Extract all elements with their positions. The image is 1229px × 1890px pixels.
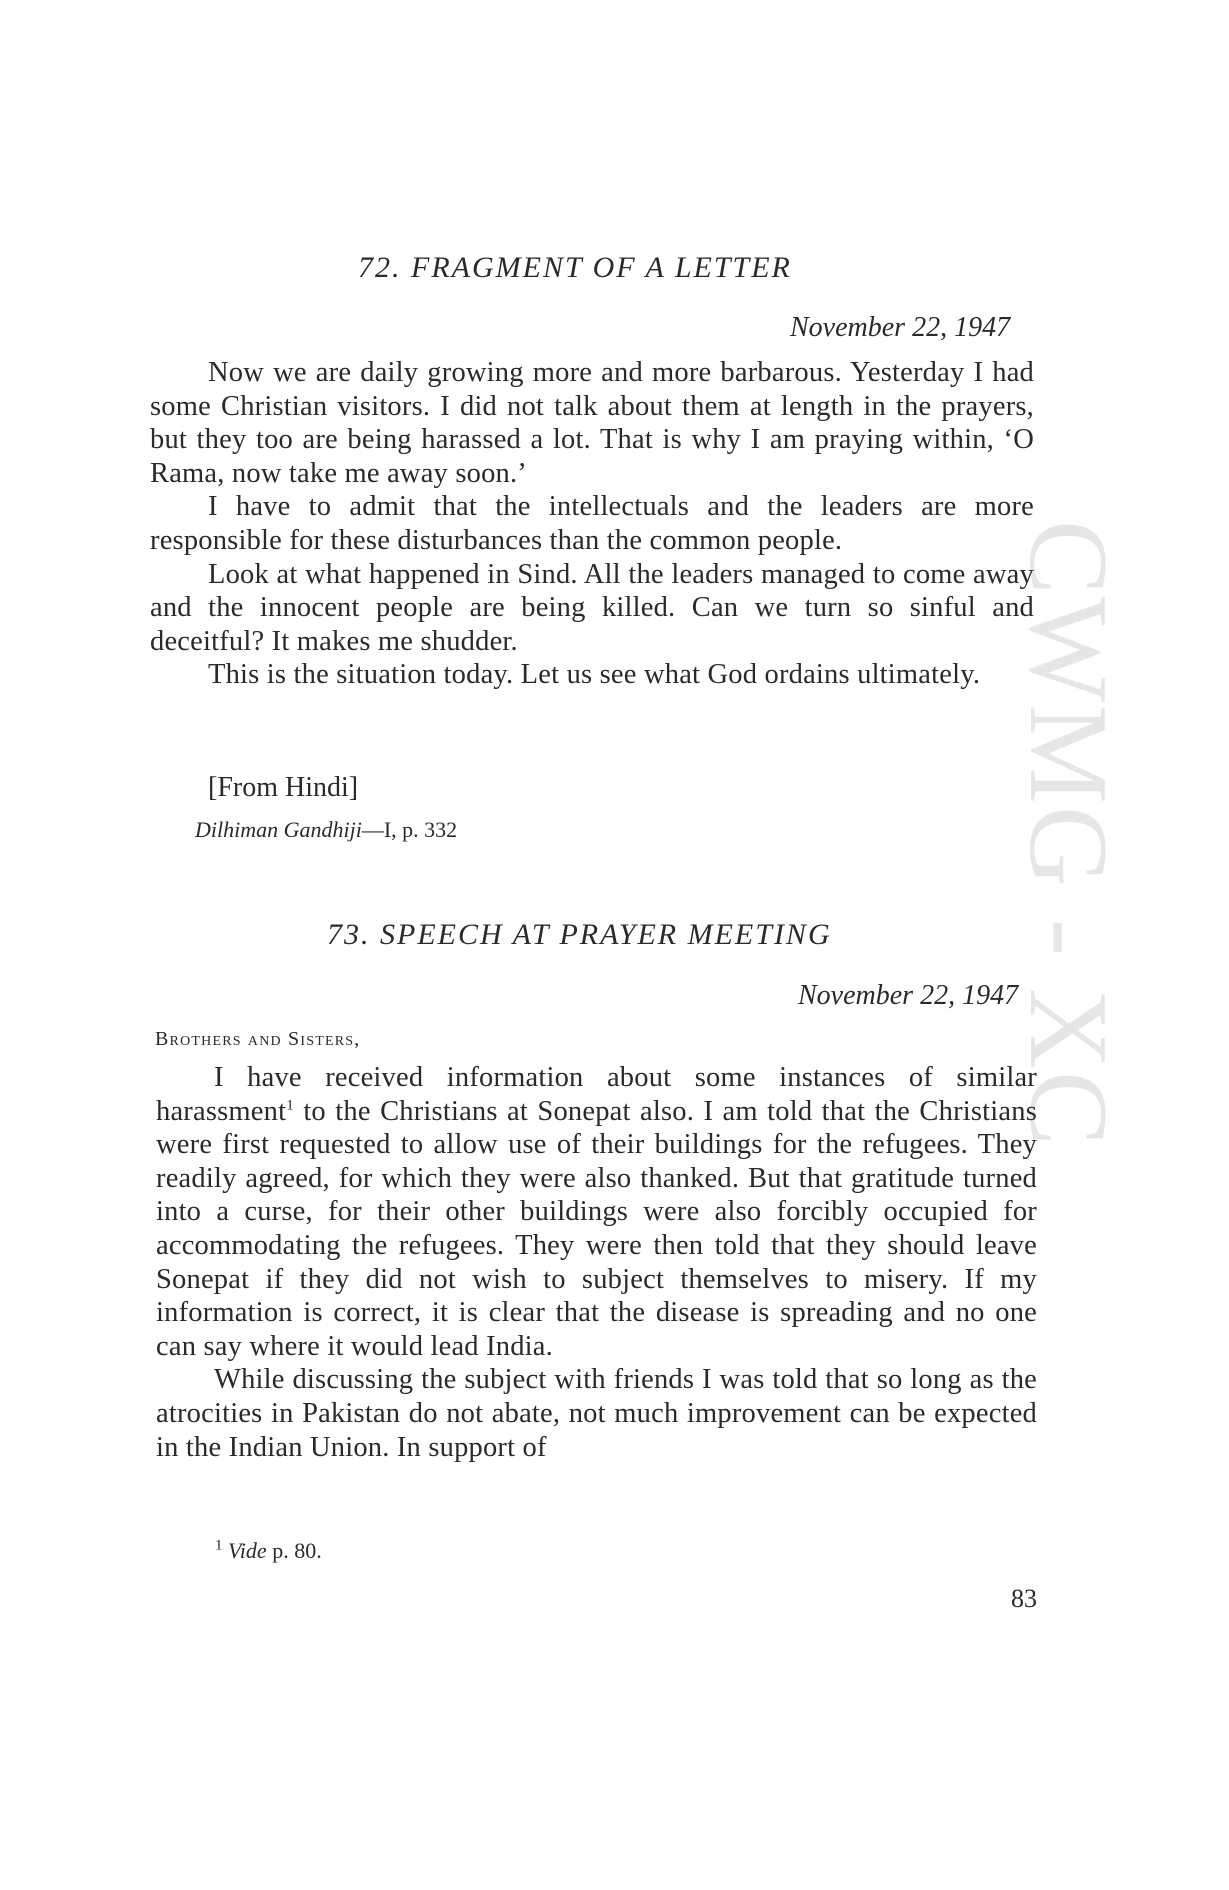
page-number: 83 [1011, 1584, 1037, 1613]
section-72-paragraph-1: Now we are daily growing more and more barbarous. Yesterday I had some Christian visitors. I did not talk about them at length in the prayers, but they too are being harassed a lot. That is why I am praying within, ‘O Rama, now take me away soon.’ [150, 357, 1034, 489]
watermark-text: CWMG - XC [1006, 520, 1130, 1148]
source-note: [From Hindi] [208, 772, 359, 803]
paragraph-1-lead: I have received information about some instances of similar harassment [156, 1062, 1037, 1127]
citation [195, 817, 457, 843]
section-73-paragraph-2: While discussing the subject with friends I was told that so long as the atrocities in Pakistan do not abate, not much improvement can be expected in the Indian Union. In support of [156, 1364, 1037, 1463]
footnote-text: p. 80. [266, 1538, 322, 1563]
footnote [215, 1538, 322, 1564]
section-72-paragraph-2: I have to admit that the intellectuals and the leaders are more responsible for these disturbances than the common people. [150, 491, 1034, 556]
paragraph-1-rest: to the Christians at Sonepat also. I am told that the Christians were first requested to allow use of their buildings for the refugees. They readily agreed, for which they were also thanked. But that gratitude turned into a curse, for their other buildings were also forcibly occupied for accommodating the refugees. They were then told that they should leave Sonepat if they did not wish to subject themselves to misery. If my information is correct, it is clear that the disease is spreading and no one can say where it would lead India. [156, 1095, 1037, 1362]
section-73-heading: 73. SPEECH AT PRAYER MEETING [327, 918, 832, 951]
section-72-paragraph-3: Look at what happened in Sind. All the leaders managed to come away and the innocent people are being killed. Can we turn so sinful and deceitful? It makes me shudder. [150, 558, 1034, 657]
section-72-paragraph-4: This is the situation today. Let us see what God ordains ultimately. [208, 659, 981, 691]
footnote-reference: 1 [286, 1097, 294, 1114]
salutation: Brothers and Sisters, [155, 1028, 361, 1050]
footnote-marker: 1 [215, 1537, 223, 1554]
section-72-heading: 72. FRAGMENT OF A LETTER [358, 251, 792, 284]
footnote-vide: Vide [228, 1538, 267, 1563]
section-72-date: November 22, 1947 [790, 312, 1011, 343]
section-72-body [150, 356, 1034, 692]
section-73-date: November 22, 1947 [798, 980, 1019, 1011]
section-73-paragraph-1 [156, 1061, 1037, 1363]
citation-title: Dilhiman Gandhiji [195, 817, 362, 842]
citation-rest: —I, p. 332 [361, 817, 458, 842]
section-73-body [156, 1061, 1037, 1464]
